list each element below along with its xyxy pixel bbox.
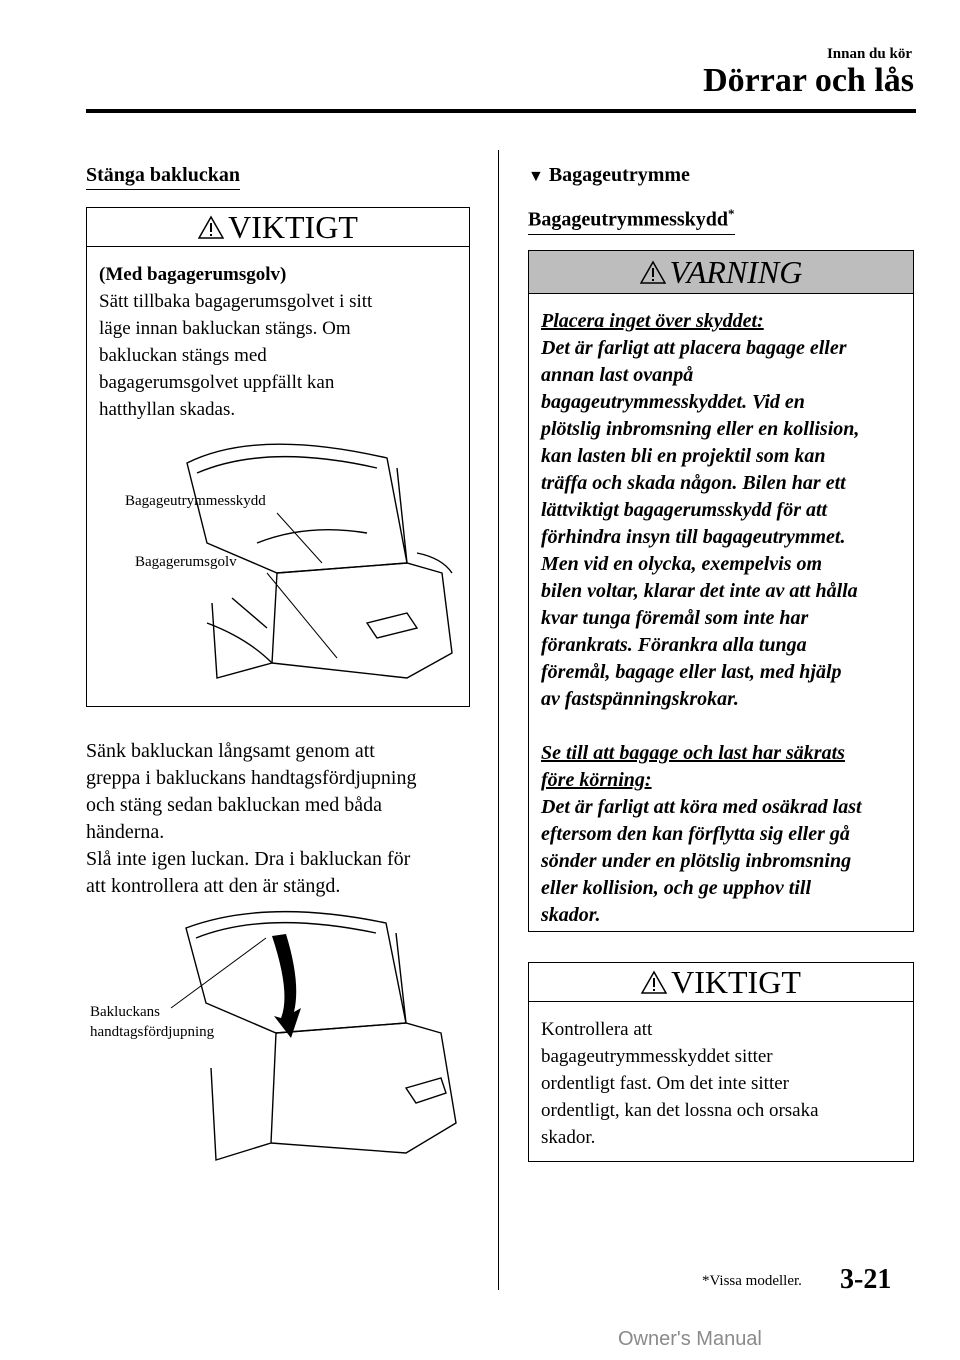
- column-divider: [498, 150, 499, 1290]
- notice-text: (Med bagagerumsgolv) Sätt tillbaka bagagerumsgolvet i sitt läge innan bakluckan stängs. Om bakluckan stängs med bagagerumsgolvet uppfällt kan hatthyllan skadas.: [99, 264, 373, 420]
- trunk-open-illustration: [107, 423, 457, 693]
- label-handle-1: Bakluckans: [90, 1004, 160, 1020]
- label-floor: Bagagerumsgolv: [135, 554, 237, 570]
- subsection-title: Bagageutrymmesskydd*: [528, 206, 735, 235]
- warning-box: [528, 250, 914, 932]
- notice-heading-right: VIKTIGT: [529, 963, 913, 1002]
- site-watermark: Owner's Manual: [618, 1328, 762, 1350]
- right-section-heading: ▼ Bagageutrymme: [528, 164, 690, 186]
- closing-paragraph: Sänk bakluckan långsamt genom att greppa i bakluckans handtagsfördjupning och stäng sedan bakluckan med båda händerna. Slå inte igen luckan. Dra i bakluckan för att kontrollera att den är stängd.: [86, 740, 417, 897]
- warning-triangle-icon: [641, 970, 667, 994]
- warning-heading: VARNING: [529, 251, 913, 294]
- warning-triangle-icon: [198, 215, 224, 239]
- page-number: 3-21: [840, 1264, 892, 1295]
- chapter-title: Innan du kör: [826, 46, 912, 62]
- notice-box-right: [528, 962, 914, 1162]
- left-section-title: Stänga bakluckan: [86, 164, 240, 190]
- notice-text-right: Kontrollera att bagageutrymmesskyddet sitter ordentligt fast. Om det inte sitter ordentligt, kan det lossna och orsaka skador.: [541, 1019, 819, 1148]
- trunk-close-illustration: [86, 898, 476, 1168]
- notice-box-left: [86, 207, 470, 707]
- footnote: *Vissa modeller.: [702, 1273, 802, 1289]
- notice-heading: VIKTIGT: [87, 208, 469, 247]
- triangle-down-icon: ▼: [528, 168, 544, 185]
- label-handle-2: handtagsfördjupning: [90, 1024, 215, 1040]
- label-cover: Bagageutrymmesskydd: [125, 493, 266, 509]
- header-rule: [86, 109, 916, 113]
- warning-text: Placera inget över skyddet: Det är farligt att placera bagage eller annan last ovanpå bagageutrymmesskyddet. Vid en plötslig inbromsning eller en kollision, kan lasten bli en projektil som kan träffa och skada någon. Bilen har ett lättviktigt bagagerumsskydd för att förhindra insyn till bagageutrymmet. Men vid en olycka, exempelvis om bilen voltar, klarar det inte av att hålla kvar tunga föremål som inte har förankrats. Förankra alla tunga föremål, bagage eller last, med hjälp av fastspänningskrokar. Se till att bagage och last har säkrats före körning: Det är farligt att köra med osäkrad last eftersom den kan förflytta sig eller gå sönder under en plötslig inbromsning eller kollision, och ge upphov till skador.: [541, 310, 862, 926]
- section-title: Dörrar och lås: [703, 62, 914, 99]
- warning-triangle-icon: [640, 260, 666, 284]
